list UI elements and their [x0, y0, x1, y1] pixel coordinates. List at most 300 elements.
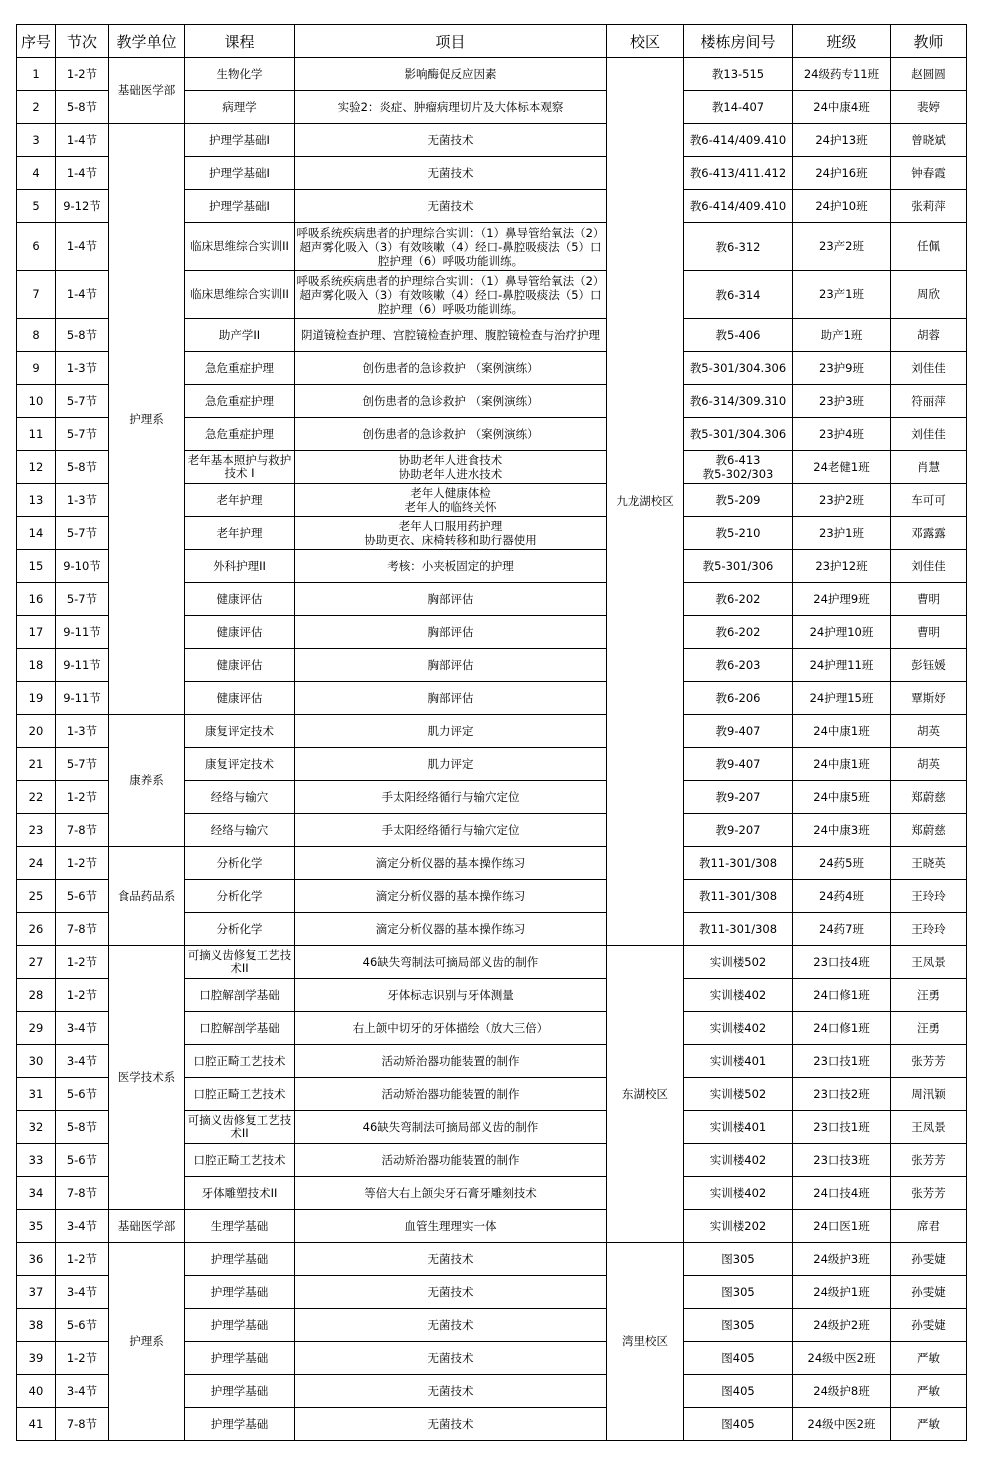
project-cell: 手太阳经络循行与输穴定位 [295, 781, 607, 814]
project-cell: 手太阳经络循行与输穴定位 [295, 814, 607, 847]
course-cell: 经络与输穴 [185, 814, 295, 847]
course-cell: 健康评估 [185, 583, 295, 616]
course-cell: 外科护理II [185, 550, 295, 583]
room-cell: 教6-414/409.410 [684, 190, 793, 223]
course-cell: 临床思维综合实训II [185, 223, 295, 271]
teacher-cell: 裴婷 [891, 91, 967, 124]
room-cell: 教6-414/409.410 [684, 124, 793, 157]
header-room: 楼栋房间号 [684, 25, 793, 58]
teacher-cell: 彭钰媛 [891, 649, 967, 682]
row-number: 30 [17, 1045, 56, 1078]
teacher-cell: 汪勇 [891, 979, 967, 1012]
teacher-cell: 孙雯婕 [891, 1276, 967, 1309]
course-cell: 健康评估 [185, 682, 295, 715]
period-cell: 3-4节 [56, 1375, 109, 1408]
class-cell: 24护理11班 [793, 649, 891, 682]
teacher-cell: 王晓英 [891, 847, 967, 880]
project-cell: 等倍大右上颌尖牙石膏牙雕刻技术 [295, 1177, 607, 1210]
period-cell: 7-8节 [56, 814, 109, 847]
period-cell: 5-8节 [56, 91, 109, 124]
teacher-cell: 周汛颖 [891, 1078, 967, 1111]
project-cell: 老年人口服用药护理 协助更衣、床椅转移和助行器使用 [295, 517, 607, 550]
header-row [17, 25, 967, 58]
room-cell: 实训楼502 [684, 946, 793, 979]
class-cell: 24口技4班 [793, 1177, 891, 1210]
course-cell: 急危重症护理 [185, 418, 295, 451]
teacher-cell: 胡英 [891, 715, 967, 748]
class-cell: 24中康5班 [793, 781, 891, 814]
teacher-cell: 车可可 [891, 484, 967, 517]
course-cell: 护理学基础I [185, 124, 295, 157]
class-cell: 23口技1班 [793, 1045, 891, 1078]
period-cell: 7-8节 [56, 1177, 109, 1210]
project-cell: 无菌技术 [295, 1342, 607, 1375]
class-cell: 24药7班 [793, 913, 891, 946]
project-cell: 实验2：炎症、肿瘤病理切片及大体标本观察 [295, 91, 607, 124]
project-cell: 协助老年人进食技术 协助老年人进水技术 [295, 451, 607, 484]
header-no: 序号 [17, 25, 56, 58]
room-cell: 图405 [684, 1408, 793, 1441]
teacher-cell: 刘佳佳 [891, 352, 967, 385]
course-cell: 护理学基础 [185, 1375, 295, 1408]
row-number: 27 [17, 946, 56, 979]
period-cell: 1-2节 [56, 58, 109, 91]
room-cell: 教6-203 [684, 649, 793, 682]
project-cell: 呼吸系统疾病患者的护理综合实训：（1）鼻导管给氧法（2）超声雾化吸入（3）有效咳嗽（4）经口-鼻腔吸痰法（5）口腔护理（6）呼吸功能训练。 [295, 223, 607, 271]
row-number: 12 [17, 451, 56, 484]
row-number: 1 [17, 58, 56, 91]
course-cell: 康复评定技术 [185, 715, 295, 748]
room-cell: 图305 [684, 1276, 793, 1309]
header-teacher: 教师 [891, 25, 967, 58]
class-cell: 24护13班 [793, 124, 891, 157]
teacher-cell: 张芳芳 [891, 1177, 967, 1210]
room-cell: 实训楼402 [684, 1177, 793, 1210]
course-cell: 护理学基础 [185, 1243, 295, 1276]
project-cell: 老年人健康体检 老年人的临终关怀 [295, 484, 607, 517]
period-cell: 9-10节 [56, 550, 109, 583]
period-cell: 1-2节 [56, 781, 109, 814]
row-number: 32 [17, 1111, 56, 1144]
course-cell: 急危重症护理 [185, 385, 295, 418]
room-cell: 教13-515 [684, 58, 793, 91]
project-cell: 阴道镜检查护理、宫腔镜检查护理、腹腔镜检查与治疗护理 [295, 319, 607, 352]
teacher-cell: 严敏 [891, 1408, 967, 1441]
room-cell: 教6-413/411.412 [684, 157, 793, 190]
unit-cell: 基础医学部 [109, 58, 185, 124]
course-cell: 经络与输穴 [185, 781, 295, 814]
project-cell: 肌力评定 [295, 748, 607, 781]
teacher-cell: 钟春霞 [891, 157, 967, 190]
room-cell: 实训楼202 [684, 1210, 793, 1243]
row-number: 3 [17, 124, 56, 157]
teacher-cell: 席君 [891, 1210, 967, 1243]
course-cell: 口腔解剖学基础 [185, 979, 295, 1012]
period-cell: 1-4节 [56, 271, 109, 319]
course-cell: 急危重症护理 [185, 352, 295, 385]
project-cell: 胸部评估 [295, 649, 607, 682]
period-cell: 1-2节 [56, 847, 109, 880]
table-row [17, 847, 967, 880]
project-cell: 呼吸系统疾病患者的护理综合实训：（1）鼻导管给氧法（2）超声雾化吸入（3）有效咳嗽（4）经口-鼻腔吸痰法（5）口腔护理（6）呼吸功能训练。 [295, 271, 607, 319]
project-cell: 46缺失弯制法可摘局部义齿的制作 [295, 946, 607, 979]
course-cell: 分析化学 [185, 880, 295, 913]
period-cell: 5-7节 [56, 385, 109, 418]
class-cell: 23护1班 [793, 517, 891, 550]
teacher-cell: 刘佳佳 [891, 550, 967, 583]
course-cell: 老年护理 [185, 484, 295, 517]
period-cell: 5-7节 [56, 517, 109, 550]
project-cell: 46缺失弯制法可摘局部义齿的制作 [295, 1111, 607, 1144]
table-row [17, 715, 967, 748]
course-cell: 口腔正畸工艺技术 [185, 1045, 295, 1078]
class-cell: 23口技3班 [793, 1144, 891, 1177]
unit-cell: 基础医学部 [109, 1210, 185, 1243]
row-number: 41 [17, 1408, 56, 1441]
class-cell: 24药5班 [793, 847, 891, 880]
room-cell: 教5-406 [684, 319, 793, 352]
course-cell: 分析化学 [185, 847, 295, 880]
class-cell: 23产1班 [793, 271, 891, 319]
table-row [17, 1210, 967, 1243]
project-cell: 无菌技术 [295, 1375, 607, 1408]
room-cell: 实训楼401 [684, 1111, 793, 1144]
project-cell: 创伤患者的急诊救护 （案例演练） [295, 352, 607, 385]
row-number: 39 [17, 1342, 56, 1375]
row-number: 14 [17, 517, 56, 550]
period-cell: 9-12节 [56, 190, 109, 223]
course-cell: 助产学II [185, 319, 295, 352]
teacher-cell: 严敏 [891, 1342, 967, 1375]
class-cell: 24级中医2班 [793, 1342, 891, 1375]
period-cell: 1-4节 [56, 124, 109, 157]
room-cell: 教6-206 [684, 682, 793, 715]
schedule-table [16, 24, 967, 1441]
period-cell: 1-3节 [56, 352, 109, 385]
table-row [17, 58, 967, 91]
project-cell: 胸部评估 [295, 616, 607, 649]
course-cell: 护理学基础 [185, 1408, 295, 1441]
project-cell: 创伤患者的急诊救护 （案例演练） [295, 385, 607, 418]
teacher-cell: 严敏 [891, 1375, 967, 1408]
period-cell: 1-2节 [56, 979, 109, 1012]
row-number: 28 [17, 979, 56, 1012]
row-number: 15 [17, 550, 56, 583]
row-number: 2 [17, 91, 56, 124]
class-cell: 24口修1班 [793, 979, 891, 1012]
room-cell: 教5-301/306 [684, 550, 793, 583]
teacher-cell: 任佩 [891, 223, 967, 271]
period-cell: 5-7节 [56, 418, 109, 451]
course-cell: 生物化学 [185, 58, 295, 91]
class-cell: 23护9班 [793, 352, 891, 385]
project-cell: 胸部评估 [295, 682, 607, 715]
room-cell: 教9-407 [684, 715, 793, 748]
row-number: 7 [17, 271, 56, 319]
teacher-cell: 汪勇 [891, 1012, 967, 1045]
project-cell: 滴定分析仪器的基本操作练习 [295, 913, 607, 946]
course-cell: 护理学基础 [185, 1342, 295, 1375]
teacher-cell: 郑蔚慈 [891, 814, 967, 847]
row-number: 23 [17, 814, 56, 847]
room-cell: 实训楼402 [684, 979, 793, 1012]
row-number: 8 [17, 319, 56, 352]
course-cell: 口腔正畸工艺技术 [185, 1144, 295, 1177]
course-cell: 分析化学 [185, 913, 295, 946]
room-cell: 图405 [684, 1342, 793, 1375]
row-number: 5 [17, 190, 56, 223]
row-number: 16 [17, 583, 56, 616]
class-cell: 23护12班 [793, 550, 891, 583]
unit-cell: 护理系 [109, 1243, 185, 1441]
row-number: 35 [17, 1210, 56, 1243]
class-cell: 24中康1班 [793, 715, 891, 748]
period-cell: 7-8节 [56, 913, 109, 946]
room-cell: 教11-301/308 [684, 913, 793, 946]
header-campus: 校区 [607, 25, 684, 58]
row-number: 21 [17, 748, 56, 781]
room-cell: 教5-210 [684, 517, 793, 550]
period-cell: 5-6节 [56, 880, 109, 913]
campus-cell: 东湖校区 [607, 946, 684, 1243]
class-cell: 24护理10班 [793, 616, 891, 649]
room-cell: 实训楼401 [684, 1045, 793, 1078]
row-number: 40 [17, 1375, 56, 1408]
row-number: 9 [17, 352, 56, 385]
project-cell: 牙体标志识别与牙体测量 [295, 979, 607, 1012]
row-number: 33 [17, 1144, 56, 1177]
period-cell: 5-8节 [56, 451, 109, 484]
teacher-cell: 郑蔚慈 [891, 781, 967, 814]
period-cell: 3-4节 [56, 1210, 109, 1243]
course-cell: 老年基本照护与救护技术 I [185, 451, 295, 484]
teacher-cell: 王玲玲 [891, 913, 967, 946]
row-number: 13 [17, 484, 56, 517]
course-cell: 健康评估 [185, 616, 295, 649]
room-cell: 教14-407 [684, 91, 793, 124]
project-cell: 无菌技术 [295, 1276, 607, 1309]
room-cell: 教5-209 [684, 484, 793, 517]
class-cell: 24护10班 [793, 190, 891, 223]
period-cell: 1-2节 [56, 946, 109, 979]
class-cell: 助产1班 [793, 319, 891, 352]
row-number: 6 [17, 223, 56, 271]
row-number: 22 [17, 781, 56, 814]
room-cell: 教11-301/308 [684, 847, 793, 880]
project-cell: 右上颌中切牙的牙体描绘（放大三倍） [295, 1012, 607, 1045]
header-course: 课程 [185, 25, 295, 58]
class-cell: 24级药专11班 [793, 58, 891, 91]
period-cell: 3-4节 [56, 1045, 109, 1078]
class-cell: 23护4班 [793, 418, 891, 451]
period-cell: 3-4节 [56, 1012, 109, 1045]
class-cell: 24药4班 [793, 880, 891, 913]
course-cell: 口腔解剖学基础 [185, 1012, 295, 1045]
teacher-cell: 曹明 [891, 583, 967, 616]
course-cell: 牙体雕塑技术II [185, 1177, 295, 1210]
course-cell: 临床思维综合实训II [185, 271, 295, 319]
course-cell: 健康评估 [185, 649, 295, 682]
project-cell: 无菌技术 [295, 1243, 607, 1276]
period-cell: 1-4节 [56, 223, 109, 271]
teacher-cell: 张芳芳 [891, 1144, 967, 1177]
period-cell: 5-6节 [56, 1078, 109, 1111]
period-cell: 5-7节 [56, 748, 109, 781]
project-cell: 考核：小夹板固定的护理 [295, 550, 607, 583]
table-row [17, 1243, 967, 1276]
class-cell: 23口技4班 [793, 946, 891, 979]
period-cell: 7-8节 [56, 1408, 109, 1441]
row-number: 4 [17, 157, 56, 190]
room-cell: 教9-407 [684, 748, 793, 781]
course-cell: 老年护理 [185, 517, 295, 550]
project-cell: 肌力评定 [295, 715, 607, 748]
class-cell: 24护理15班 [793, 682, 891, 715]
teacher-cell: 覃斯妤 [891, 682, 967, 715]
teacher-cell: 符丽萍 [891, 385, 967, 418]
period-cell: 9-11节 [56, 682, 109, 715]
room-cell: 教6-312 [684, 223, 793, 271]
campus-cell: 湾里校区 [607, 1243, 684, 1441]
class-cell: 24中康4班 [793, 91, 891, 124]
room-cell: 图405 [684, 1375, 793, 1408]
room-cell: 实训楼502 [684, 1078, 793, 1111]
room-cell: 教5-301/304.306 [684, 352, 793, 385]
project-cell: 活动矫治器功能装置的制作 [295, 1144, 607, 1177]
row-number: 24 [17, 847, 56, 880]
course-cell: 护理学基础 [185, 1309, 295, 1342]
period-cell: 5-8节 [56, 319, 109, 352]
course-cell: 护理学基础 [185, 1276, 295, 1309]
project-cell: 影响酶促反应因素 [295, 58, 607, 91]
unit-cell: 医学技术系 [109, 946, 185, 1210]
class-cell: 23口技2班 [793, 1078, 891, 1111]
room-cell: 教5-301/304.306 [684, 418, 793, 451]
course-cell: 护理学基础I [185, 190, 295, 223]
teacher-cell: 王凤景 [891, 1111, 967, 1144]
course-cell: 康复评定技术 [185, 748, 295, 781]
class-cell: 23口技1班 [793, 1111, 891, 1144]
unit-cell: 食品药品系 [109, 847, 185, 946]
header-unit: 教学单位 [109, 25, 185, 58]
project-cell: 无菌技术 [295, 1408, 607, 1441]
project-cell: 胸部评估 [295, 583, 607, 616]
class-cell: 24级护3班 [793, 1243, 891, 1276]
row-number: 10 [17, 385, 56, 418]
period-cell: 9-11节 [56, 616, 109, 649]
period-cell: 5-6节 [56, 1144, 109, 1177]
teacher-cell: 胡蓉 [891, 319, 967, 352]
row-number: 11 [17, 418, 56, 451]
row-number: 34 [17, 1177, 56, 1210]
teacher-cell: 赵圆圆 [891, 58, 967, 91]
row-number: 37 [17, 1276, 56, 1309]
course-cell: 可摘义齿修复工艺技术II [185, 946, 295, 979]
teacher-cell: 肖慧 [891, 451, 967, 484]
period-cell: 5-7节 [56, 583, 109, 616]
room-cell: 图305 [684, 1243, 793, 1276]
period-cell: 1-3节 [56, 484, 109, 517]
project-cell: 活动矫治器功能装置的制作 [295, 1078, 607, 1111]
table-row [17, 946, 967, 979]
header-period: 节次 [56, 25, 109, 58]
room-cell: 教9-207 [684, 814, 793, 847]
class-cell: 23产2班 [793, 223, 891, 271]
teacher-cell: 王凤景 [891, 946, 967, 979]
header-project: 项目 [295, 25, 607, 58]
teacher-cell: 孙雯婕 [891, 1309, 967, 1342]
class-cell: 24级护8班 [793, 1375, 891, 1408]
row-number: 18 [17, 649, 56, 682]
class-cell: 24口医1班 [793, 1210, 891, 1243]
teacher-cell: 周欣 [891, 271, 967, 319]
schedule-body [17, 58, 967, 1441]
room-cell: 实训楼402 [684, 1144, 793, 1177]
class-cell: 23护2班 [793, 484, 891, 517]
room-cell: 教11-301/308 [684, 880, 793, 913]
unit-cell: 康养系 [109, 715, 185, 847]
room-cell: 教9-207 [684, 781, 793, 814]
teacher-cell: 张莉萍 [891, 190, 967, 223]
row-number: 20 [17, 715, 56, 748]
class-cell: 24口修1班 [793, 1012, 891, 1045]
project-cell: 活动矫治器功能装置的制作 [295, 1045, 607, 1078]
project-cell: 血管生理理实一体 [295, 1210, 607, 1243]
room-cell: 实训楼402 [684, 1012, 793, 1045]
teacher-cell: 邓露露 [891, 517, 967, 550]
project-cell: 滴定分析仪器的基本操作练习 [295, 847, 607, 880]
course-cell: 护理学基础I [185, 157, 295, 190]
row-number: 17 [17, 616, 56, 649]
class-cell: 24中康1班 [793, 748, 891, 781]
table-row [17, 124, 967, 157]
room-cell: 教6-413 教5-302/303 [684, 451, 793, 484]
unit-cell: 护理系 [109, 124, 185, 715]
course-cell: 可摘义齿修复工艺技术II [185, 1111, 295, 1144]
room-cell: 教6-202 [684, 583, 793, 616]
row-number: 19 [17, 682, 56, 715]
project-cell: 无菌技术 [295, 1309, 607, 1342]
class-cell: 24老健1班 [793, 451, 891, 484]
project-cell: 无菌技术 [295, 157, 607, 190]
period-cell: 9-11节 [56, 649, 109, 682]
campus-cell: 九龙湖校区 [607, 58, 684, 946]
course-cell: 病理学 [185, 91, 295, 124]
teacher-cell: 曾晓斌 [891, 124, 967, 157]
course-cell: 口腔正畸工艺技术 [185, 1078, 295, 1111]
project-cell: 创伤患者的急诊救护 （案例演练） [295, 418, 607, 451]
period-cell: 1-2节 [56, 1342, 109, 1375]
teacher-cell: 胡英 [891, 748, 967, 781]
class-cell: 24级护2班 [793, 1309, 891, 1342]
row-number: 36 [17, 1243, 56, 1276]
class-cell: 24级护1班 [793, 1276, 891, 1309]
teacher-cell: 孙雯婕 [891, 1243, 967, 1276]
period-cell: 1-2节 [56, 1243, 109, 1276]
teacher-cell: 刘佳佳 [891, 418, 967, 451]
class-cell: 24护16班 [793, 157, 891, 190]
room-cell: 教6-314/309.310 [684, 385, 793, 418]
period-cell: 5-8节 [56, 1111, 109, 1144]
period-cell: 5-6节 [56, 1309, 109, 1342]
period-cell: 1-3节 [56, 715, 109, 748]
class-cell: 24护理9班 [793, 583, 891, 616]
period-cell: 3-4节 [56, 1276, 109, 1309]
teacher-cell: 曹明 [891, 616, 967, 649]
course-cell: 生理学基础 [185, 1210, 295, 1243]
room-cell: 图305 [684, 1309, 793, 1342]
header-class: 班级 [793, 25, 891, 58]
